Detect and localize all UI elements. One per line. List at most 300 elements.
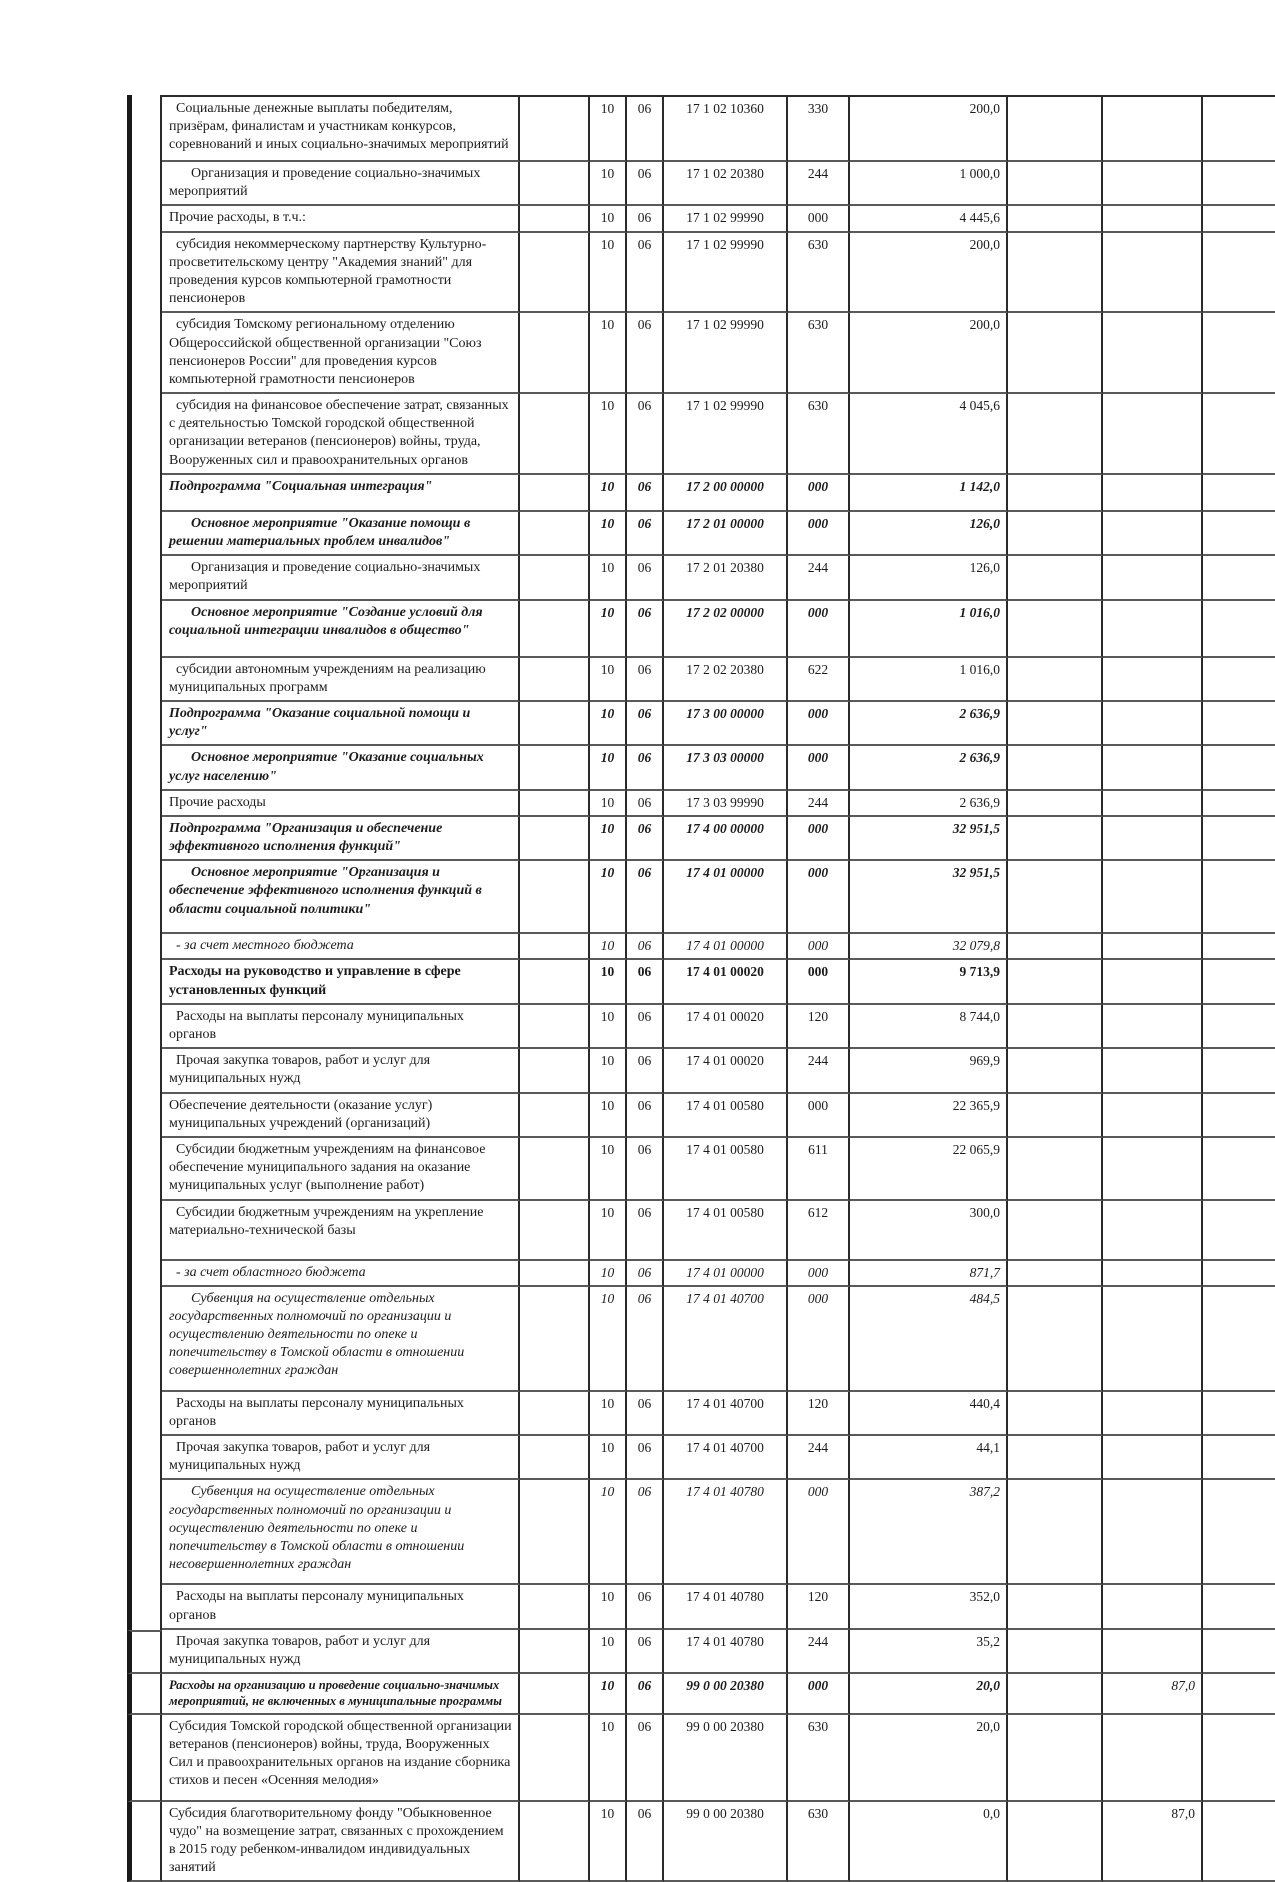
row-number-cell bbox=[127, 702, 162, 746]
amount-cell: 4 445,6 bbox=[850, 206, 1008, 232]
second-amount-cell bbox=[1103, 162, 1203, 206]
empty-amount-cell bbox=[1008, 1674, 1103, 1715]
empty-amount-cell bbox=[1008, 233, 1103, 314]
table-row bbox=[127, 206, 1275, 232]
grbs-code-cell bbox=[520, 556, 590, 600]
cutoff-column-cell bbox=[1203, 95, 1275, 162]
target-article-cell: 17 2 01 00000 bbox=[664, 512, 788, 556]
expense-name-cell: Субсидии бюджетным учреждениям на финансовое обеспечение муниципального задания на оказание муниципальных услуг (выполнение работ) bbox=[162, 1138, 520, 1201]
target-article-cell: 17 4 01 40780 bbox=[664, 1585, 788, 1629]
row-number-cell bbox=[127, 512, 162, 556]
expense-name-cell: Прочая закупка товаров, работ и услуг для муниципальных нужд bbox=[162, 1436, 520, 1480]
grbs-code-cell bbox=[520, 512, 590, 556]
row-number-cell bbox=[127, 1201, 162, 1261]
row-number-cell bbox=[127, 233, 162, 314]
table-row bbox=[127, 1436, 1275, 1480]
expense-name-cell: Расходы на организацию и проведение социально-значимых мероприятий, не включенных в муниципальные программы bbox=[162, 1674, 520, 1715]
table-row bbox=[127, 1138, 1275, 1201]
row-number-cell bbox=[127, 1802, 162, 1882]
second-amount-cell bbox=[1103, 1049, 1203, 1093]
section-code-cell: 10 bbox=[590, 1261, 627, 1287]
subsection-code-cell: 06 bbox=[627, 934, 664, 960]
target-article-cell: 17 4 01 00020 bbox=[664, 1005, 788, 1049]
subsection-code-cell: 06 bbox=[627, 1480, 664, 1585]
amount-cell: 126,0 bbox=[850, 512, 1008, 556]
section-code-cell: 10 bbox=[590, 1005, 627, 1049]
row-number-cell bbox=[127, 1138, 162, 1201]
subsection-code-cell: 06 bbox=[627, 1436, 664, 1480]
grbs-code-cell bbox=[520, 1436, 590, 1480]
empty-amount-cell bbox=[1008, 313, 1103, 394]
section-code-cell: 10 bbox=[590, 746, 627, 790]
section-code-cell: 10 bbox=[590, 313, 627, 394]
second-amount-cell bbox=[1103, 1715, 1203, 1802]
grbs-code-cell bbox=[520, 601, 590, 658]
empty-amount-cell bbox=[1008, 1094, 1103, 1138]
target-article-cell: 17 4 00 00000 bbox=[664, 817, 788, 861]
subsection-code-cell: 06 bbox=[627, 162, 664, 206]
second-amount-cell: 87,0 bbox=[1103, 1674, 1203, 1715]
second-amount-cell bbox=[1103, 1138, 1203, 1201]
empty-amount-cell bbox=[1008, 702, 1103, 746]
grbs-code-cell bbox=[520, 313, 590, 394]
cutoff-column-cell bbox=[1203, 162, 1275, 206]
second-amount-cell bbox=[1103, 960, 1203, 1004]
expense-type-cell: 000 bbox=[788, 861, 850, 934]
second-amount-cell bbox=[1103, 1630, 1203, 1674]
expense-type-cell: 244 bbox=[788, 556, 850, 600]
row-number-cell bbox=[127, 95, 162, 162]
amount-cell: 871,7 bbox=[850, 1261, 1008, 1287]
second-amount-cell bbox=[1103, 1436, 1203, 1480]
row-number-cell bbox=[127, 1436, 162, 1480]
expense-name-cell: Основное мероприятие "Оказание социальных услуг населению" bbox=[162, 746, 520, 790]
table-row bbox=[127, 1094, 1275, 1138]
expense-type-cell: 000 bbox=[788, 702, 850, 746]
amount-cell: 484,5 bbox=[850, 1287, 1008, 1392]
target-article-cell: 17 4 01 00020 bbox=[664, 1049, 788, 1093]
section-code-cell: 10 bbox=[590, 1480, 627, 1585]
section-code-cell: 10 bbox=[590, 960, 627, 1004]
row-number-cell bbox=[127, 601, 162, 658]
section-code-cell: 10 bbox=[590, 791, 627, 817]
section-code-cell: 10 bbox=[590, 1094, 627, 1138]
target-article-cell: 17 4 01 00580 bbox=[664, 1094, 788, 1138]
empty-amount-cell bbox=[1008, 394, 1103, 475]
expense-type-cell: 630 bbox=[788, 1715, 850, 1802]
subsection-code-cell: 06 bbox=[627, 556, 664, 600]
section-code-cell: 10 bbox=[590, 1630, 627, 1674]
amount-cell: 44,1 bbox=[850, 1436, 1008, 1480]
second-amount-cell bbox=[1103, 1201, 1203, 1261]
expense-type-cell: 630 bbox=[788, 313, 850, 394]
subsection-code-cell: 06 bbox=[627, 1049, 664, 1093]
section-code-cell: 10 bbox=[590, 1138, 627, 1201]
empty-amount-cell bbox=[1008, 1630, 1103, 1674]
empty-amount-cell bbox=[1008, 1201, 1103, 1261]
target-article-cell: 17 4 01 00020 bbox=[664, 960, 788, 1004]
second-amount-cell bbox=[1103, 1261, 1203, 1287]
grbs-code-cell bbox=[520, 934, 590, 960]
subsection-code-cell: 06 bbox=[627, 1138, 664, 1201]
second-amount-cell bbox=[1103, 512, 1203, 556]
grbs-code-cell bbox=[520, 1392, 590, 1436]
second-amount-cell bbox=[1103, 1392, 1203, 1436]
row-number-cell bbox=[127, 861, 162, 934]
cutoff-column-cell bbox=[1203, 1585, 1275, 1629]
scanned-page bbox=[127, 95, 1275, 1882]
amount-cell: 300,0 bbox=[850, 1201, 1008, 1261]
subsection-code-cell: 06 bbox=[627, 1392, 664, 1436]
expense-type-cell: 000 bbox=[788, 960, 850, 1004]
cutoff-column-cell bbox=[1203, 861, 1275, 934]
expense-name-cell: Основное мероприятие "Создание условий для социальной интеграции инвалидов в общество" bbox=[162, 601, 520, 658]
expense-name-cell: Прочая закупка товаров, работ и услуг для муниципальных нужд bbox=[162, 1049, 520, 1093]
subsection-code-cell: 06 bbox=[627, 817, 664, 861]
target-article-cell: 99 0 00 20380 bbox=[664, 1802, 788, 1882]
expense-name-cell: Подпрограмма "Организация и обеспечение эффективного исполнения функций" bbox=[162, 817, 520, 861]
expense-type-cell: 000 bbox=[788, 1094, 850, 1138]
target-article-cell: 17 1 02 99990 bbox=[664, 313, 788, 394]
expense-type-cell: 120 bbox=[788, 1005, 850, 1049]
section-code-cell: 10 bbox=[590, 934, 627, 960]
row-number-cell bbox=[127, 934, 162, 960]
empty-amount-cell bbox=[1008, 475, 1103, 512]
expense-type-cell: 000 bbox=[788, 1261, 850, 1287]
target-article-cell: 17 4 01 00580 bbox=[664, 1201, 788, 1261]
expense-name-cell: Основное мероприятие "Организация и обеспечение эффективного исполнения функций в области социальной политики" bbox=[162, 861, 520, 934]
expense-name-cell: Обеспечение деятельности (оказание услуг) муниципальных учреждений (организаций) bbox=[162, 1094, 520, 1138]
amount-cell: 2 636,9 bbox=[850, 746, 1008, 790]
section-code-cell: 10 bbox=[590, 162, 627, 206]
second-amount-cell bbox=[1103, 1585, 1203, 1629]
empty-amount-cell bbox=[1008, 162, 1103, 206]
row-number-cell bbox=[127, 313, 162, 394]
subsection-code-cell: 06 bbox=[627, 1287, 664, 1392]
grbs-code-cell bbox=[520, 394, 590, 475]
empty-amount-cell bbox=[1008, 817, 1103, 861]
cutoff-column-cell bbox=[1203, 1715, 1275, 1802]
target-article-cell: 17 4 01 40700 bbox=[664, 1287, 788, 1392]
cutoff-column-cell bbox=[1203, 1049, 1275, 1093]
row-number-cell bbox=[127, 162, 162, 206]
second-amount-cell bbox=[1103, 791, 1203, 817]
row-number-cell bbox=[127, 1005, 162, 1049]
cutoff-column-cell bbox=[1203, 1094, 1275, 1138]
grbs-code-cell bbox=[520, 746, 590, 790]
target-article-cell: 17 1 02 99990 bbox=[664, 206, 788, 232]
cutoff-column-cell bbox=[1203, 1392, 1275, 1436]
target-article-cell: 17 4 01 40780 bbox=[664, 1480, 788, 1585]
section-code-cell: 10 bbox=[590, 95, 627, 162]
table-row bbox=[127, 1630, 1275, 1674]
empty-amount-cell bbox=[1008, 1436, 1103, 1480]
table-row bbox=[127, 512, 1275, 556]
amount-cell: 1 000,0 bbox=[850, 162, 1008, 206]
cutoff-column-cell bbox=[1203, 475, 1275, 512]
row-number-cell bbox=[127, 556, 162, 600]
second-amount-cell bbox=[1103, 746, 1203, 790]
cutoff-column-cell bbox=[1203, 746, 1275, 790]
expense-name-cell: - за счет местного бюджета bbox=[162, 934, 520, 960]
table-row bbox=[127, 1261, 1275, 1287]
subsection-code-cell: 06 bbox=[627, 746, 664, 790]
expense-name-cell: Основное мероприятие "Оказание помощи в решении материальных проблем инвалидов" bbox=[162, 512, 520, 556]
target-article-cell: 17 3 00 00000 bbox=[664, 702, 788, 746]
expense-type-cell: 000 bbox=[788, 817, 850, 861]
empty-amount-cell bbox=[1008, 512, 1103, 556]
row-number-cell bbox=[127, 960, 162, 1004]
grbs-code-cell bbox=[520, 1630, 590, 1674]
expense-name-cell: Расходы на руководство и управление в сфере установленных функций bbox=[162, 960, 520, 1004]
cutoff-column-cell bbox=[1203, 313, 1275, 394]
amount-cell: 1 016,0 bbox=[850, 658, 1008, 702]
grbs-code-cell bbox=[520, 1094, 590, 1138]
table-row bbox=[127, 746, 1275, 790]
amount-cell: 9 713,9 bbox=[850, 960, 1008, 1004]
expense-type-cell: 120 bbox=[788, 1392, 850, 1436]
subsection-code-cell: 06 bbox=[627, 1094, 664, 1138]
grbs-code-cell bbox=[520, 1049, 590, 1093]
section-code-cell: 10 bbox=[590, 861, 627, 934]
second-amount-cell bbox=[1103, 861, 1203, 934]
expense-name-cell: субсидия некоммерческому партнерству Культурно-просветительскому центру "Академия знаний" для проведения курсов компьютерной грамотности пенсионеров bbox=[162, 233, 520, 314]
amount-cell: 22 065,9 bbox=[850, 1138, 1008, 1201]
subsection-code-cell: 06 bbox=[627, 95, 664, 162]
expense-name-cell: Подпрограмма "Оказание социальной помощи и услуг" bbox=[162, 702, 520, 746]
second-amount-cell bbox=[1103, 394, 1203, 475]
row-number-cell bbox=[127, 394, 162, 475]
target-article-cell: 17 4 01 40700 bbox=[664, 1392, 788, 1436]
subsection-code-cell: 06 bbox=[627, 960, 664, 1004]
amount-cell: 4 045,6 bbox=[850, 394, 1008, 475]
amount-cell: 32 079,8 bbox=[850, 934, 1008, 960]
subsection-code-cell: 06 bbox=[627, 1715, 664, 1802]
expense-type-cell: 244 bbox=[788, 1049, 850, 1093]
expense-name-cell: Субвенция на осуществление отдельных государственных полномочий по организации и осуществлению деятельности по опеке и попечительству в Томской области в отношении совершеннолетних граждан bbox=[162, 1287, 520, 1392]
subsection-code-cell: 06 bbox=[627, 313, 664, 394]
cutoff-column-cell bbox=[1203, 1201, 1275, 1261]
grbs-code-cell bbox=[520, 1005, 590, 1049]
table-row bbox=[127, 601, 1275, 658]
grbs-code-cell bbox=[520, 95, 590, 162]
amount-cell: 2 636,9 bbox=[850, 791, 1008, 817]
target-article-cell: 17 4 01 40700 bbox=[664, 1436, 788, 1480]
cutoff-column-cell bbox=[1203, 960, 1275, 1004]
second-amount-cell bbox=[1103, 475, 1203, 512]
section-code-cell: 10 bbox=[590, 1436, 627, 1480]
expense-name-cell: Организация и проведение социально-значимых мероприятий bbox=[162, 556, 520, 600]
expense-name-cell: Организация и проведение социально-значимых мероприятий bbox=[162, 162, 520, 206]
grbs-code-cell bbox=[520, 960, 590, 1004]
table-row bbox=[127, 1201, 1275, 1261]
row-number-cell bbox=[127, 1674, 162, 1715]
expense-type-cell: 000 bbox=[788, 475, 850, 512]
grbs-code-cell bbox=[520, 1802, 590, 1882]
subsection-code-cell: 06 bbox=[627, 601, 664, 658]
grbs-code-cell bbox=[520, 861, 590, 934]
subsection-code-cell: 06 bbox=[627, 861, 664, 934]
table-row bbox=[127, 934, 1275, 960]
amount-cell: 0,0 bbox=[850, 1802, 1008, 1882]
table-row bbox=[127, 1715, 1275, 1802]
row-number-cell bbox=[127, 1287, 162, 1392]
section-code-cell: 10 bbox=[590, 1201, 627, 1261]
second-amount-cell bbox=[1103, 1287, 1203, 1392]
empty-amount-cell bbox=[1008, 658, 1103, 702]
target-article-cell: 17 4 01 40780 bbox=[664, 1630, 788, 1674]
section-code-cell: 10 bbox=[590, 475, 627, 512]
subsection-code-cell: 06 bbox=[627, 233, 664, 314]
subsection-code-cell: 06 bbox=[627, 1674, 664, 1715]
second-amount-cell: 87,0 bbox=[1103, 1802, 1203, 1882]
subsection-code-cell: 06 bbox=[627, 1201, 664, 1261]
table-row bbox=[127, 394, 1275, 475]
expense-name-cell: Расходы на выплаты персоналу муниципальных органов bbox=[162, 1392, 520, 1436]
expense-type-cell: 622 bbox=[788, 658, 850, 702]
table-row bbox=[127, 233, 1275, 314]
target-article-cell: 99 0 00 20380 bbox=[664, 1674, 788, 1715]
second-amount-cell bbox=[1103, 206, 1203, 232]
cutoff-column-cell bbox=[1203, 1261, 1275, 1287]
second-amount-cell bbox=[1103, 1094, 1203, 1138]
cutoff-column-cell bbox=[1203, 934, 1275, 960]
expense-name-cell: Расходы на выплаты персоналу муниципальных органов bbox=[162, 1585, 520, 1629]
row-number-cell bbox=[127, 658, 162, 702]
cutoff-column-cell bbox=[1203, 817, 1275, 861]
cutoff-column-cell bbox=[1203, 791, 1275, 817]
grbs-code-cell bbox=[520, 791, 590, 817]
amount-cell: 20,0 bbox=[850, 1674, 1008, 1715]
expense-type-cell: 612 bbox=[788, 1201, 850, 1261]
section-code-cell: 10 bbox=[590, 206, 627, 232]
expense-type-cell: 244 bbox=[788, 1630, 850, 1674]
cutoff-column-cell bbox=[1203, 1630, 1275, 1674]
row-number-cell bbox=[127, 1049, 162, 1093]
cutoff-column-cell bbox=[1203, 1138, 1275, 1201]
cutoff-column-cell bbox=[1203, 601, 1275, 658]
target-article-cell: 17 4 01 00580 bbox=[664, 1138, 788, 1201]
expense-type-cell: 000 bbox=[788, 1480, 850, 1585]
amount-cell: 440,4 bbox=[850, 1392, 1008, 1436]
target-article-cell: 17 4 01 00000 bbox=[664, 861, 788, 934]
cutoff-column-cell bbox=[1203, 394, 1275, 475]
second-amount-cell bbox=[1103, 233, 1203, 314]
second-amount-cell bbox=[1103, 556, 1203, 600]
target-article-cell: 17 1 02 99990 bbox=[664, 394, 788, 475]
table-row bbox=[127, 1005, 1275, 1049]
expense-name-cell: Субвенция на осуществление отдельных государственных полномочий по организации и осуществлению деятельности по опеке и попечительству в Томской области в отношении несовершеннолетних граждан bbox=[162, 1480, 520, 1585]
grbs-code-cell bbox=[520, 817, 590, 861]
row-number-cell bbox=[127, 746, 162, 790]
target-article-cell: 17 3 03 99990 bbox=[664, 791, 788, 817]
target-article-cell: 17 1 02 20380 bbox=[664, 162, 788, 206]
cutoff-column-cell bbox=[1203, 702, 1275, 746]
second-amount-cell bbox=[1103, 658, 1203, 702]
amount-cell: 126,0 bbox=[850, 556, 1008, 600]
subsection-code-cell: 06 bbox=[627, 1005, 664, 1049]
table-row bbox=[127, 313, 1275, 394]
expense-type-cell: 611 bbox=[788, 1138, 850, 1201]
empty-amount-cell bbox=[1008, 1802, 1103, 1882]
grbs-code-cell bbox=[520, 1201, 590, 1261]
table-row bbox=[127, 1585, 1275, 1629]
target-article-cell: 17 4 01 00000 bbox=[664, 934, 788, 960]
empty-amount-cell bbox=[1008, 1005, 1103, 1049]
amount-cell: 8 744,0 bbox=[850, 1005, 1008, 1049]
amount-cell: 1 016,0 bbox=[850, 601, 1008, 658]
table-row bbox=[127, 1802, 1275, 1882]
table-row bbox=[127, 1674, 1275, 1715]
budget-table bbox=[127, 95, 1275, 1882]
row-number-cell bbox=[127, 1392, 162, 1436]
table-row bbox=[127, 1480, 1275, 1585]
second-amount-cell bbox=[1103, 1005, 1203, 1049]
empty-amount-cell bbox=[1008, 206, 1103, 232]
empty-amount-cell bbox=[1008, 1261, 1103, 1287]
target-article-cell: 17 2 02 20380 bbox=[664, 658, 788, 702]
amount-cell: 35,2 bbox=[850, 1630, 1008, 1674]
grbs-code-cell bbox=[520, 233, 590, 314]
second-amount-cell bbox=[1103, 934, 1203, 960]
amount-cell: 32 951,5 bbox=[850, 817, 1008, 861]
expense-type-cell: 330 bbox=[788, 95, 850, 162]
subsection-code-cell: 06 bbox=[627, 1585, 664, 1629]
second-amount-cell bbox=[1103, 702, 1203, 746]
empty-amount-cell bbox=[1008, 95, 1103, 162]
row-number-cell bbox=[127, 1630, 162, 1674]
section-code-cell: 10 bbox=[590, 233, 627, 314]
target-article-cell: 17 1 02 99990 bbox=[664, 233, 788, 314]
section-code-cell: 10 bbox=[590, 817, 627, 861]
expense-type-cell: 244 bbox=[788, 791, 850, 817]
row-number-cell bbox=[127, 1715, 162, 1802]
expense-type-cell: 000 bbox=[788, 206, 850, 232]
table-row bbox=[127, 1392, 1275, 1436]
amount-cell: 200,0 bbox=[850, 233, 1008, 314]
expense-name-cell: субсидия на финансовое обеспечение затрат, связанных с деятельностью Томской городской общественной организации ветеранов (пенсионеров) войны, труда, Вооруженных сил и правоохранительных органов bbox=[162, 394, 520, 475]
target-article-cell: 17 2 00 00000 bbox=[664, 475, 788, 512]
table-row bbox=[127, 95, 1275, 162]
grbs-code-cell bbox=[520, 658, 590, 702]
second-amount-cell bbox=[1103, 817, 1203, 861]
cutoff-column-cell bbox=[1203, 1480, 1275, 1585]
row-number-cell bbox=[127, 1261, 162, 1287]
table-row bbox=[127, 556, 1275, 600]
cutoff-column-cell bbox=[1203, 1287, 1275, 1392]
cutoff-column-cell bbox=[1203, 658, 1275, 702]
grbs-code-cell bbox=[520, 1287, 590, 1392]
cutoff-column-cell bbox=[1203, 206, 1275, 232]
grbs-code-cell bbox=[520, 702, 590, 746]
second-amount-cell bbox=[1103, 95, 1203, 162]
empty-amount-cell bbox=[1008, 934, 1103, 960]
grbs-code-cell bbox=[520, 1138, 590, 1201]
expense-type-cell: 000 bbox=[788, 746, 850, 790]
expense-type-cell: 630 bbox=[788, 394, 850, 475]
section-code-cell: 10 bbox=[590, 1392, 627, 1436]
expense-type-cell: 630 bbox=[788, 1802, 850, 1882]
target-article-cell: 99 0 00 20380 bbox=[664, 1715, 788, 1802]
expense-type-cell: 000 bbox=[788, 512, 850, 556]
empty-amount-cell bbox=[1008, 1715, 1103, 1802]
empty-amount-cell bbox=[1008, 1392, 1103, 1436]
amount-cell: 387,2 bbox=[850, 1480, 1008, 1585]
subsection-code-cell: 06 bbox=[627, 1802, 664, 1882]
expense-name-cell: Субсидия Томской городской общественной организации ветеранов (пенсионеров) войны, труда, Вооруженных Сил и правоохранительных органов на издание сборника стихов и песен «Осенняя мелодия» bbox=[162, 1715, 520, 1802]
target-article-cell: 17 2 02 00000 bbox=[664, 601, 788, 658]
grbs-code-cell bbox=[520, 206, 590, 232]
